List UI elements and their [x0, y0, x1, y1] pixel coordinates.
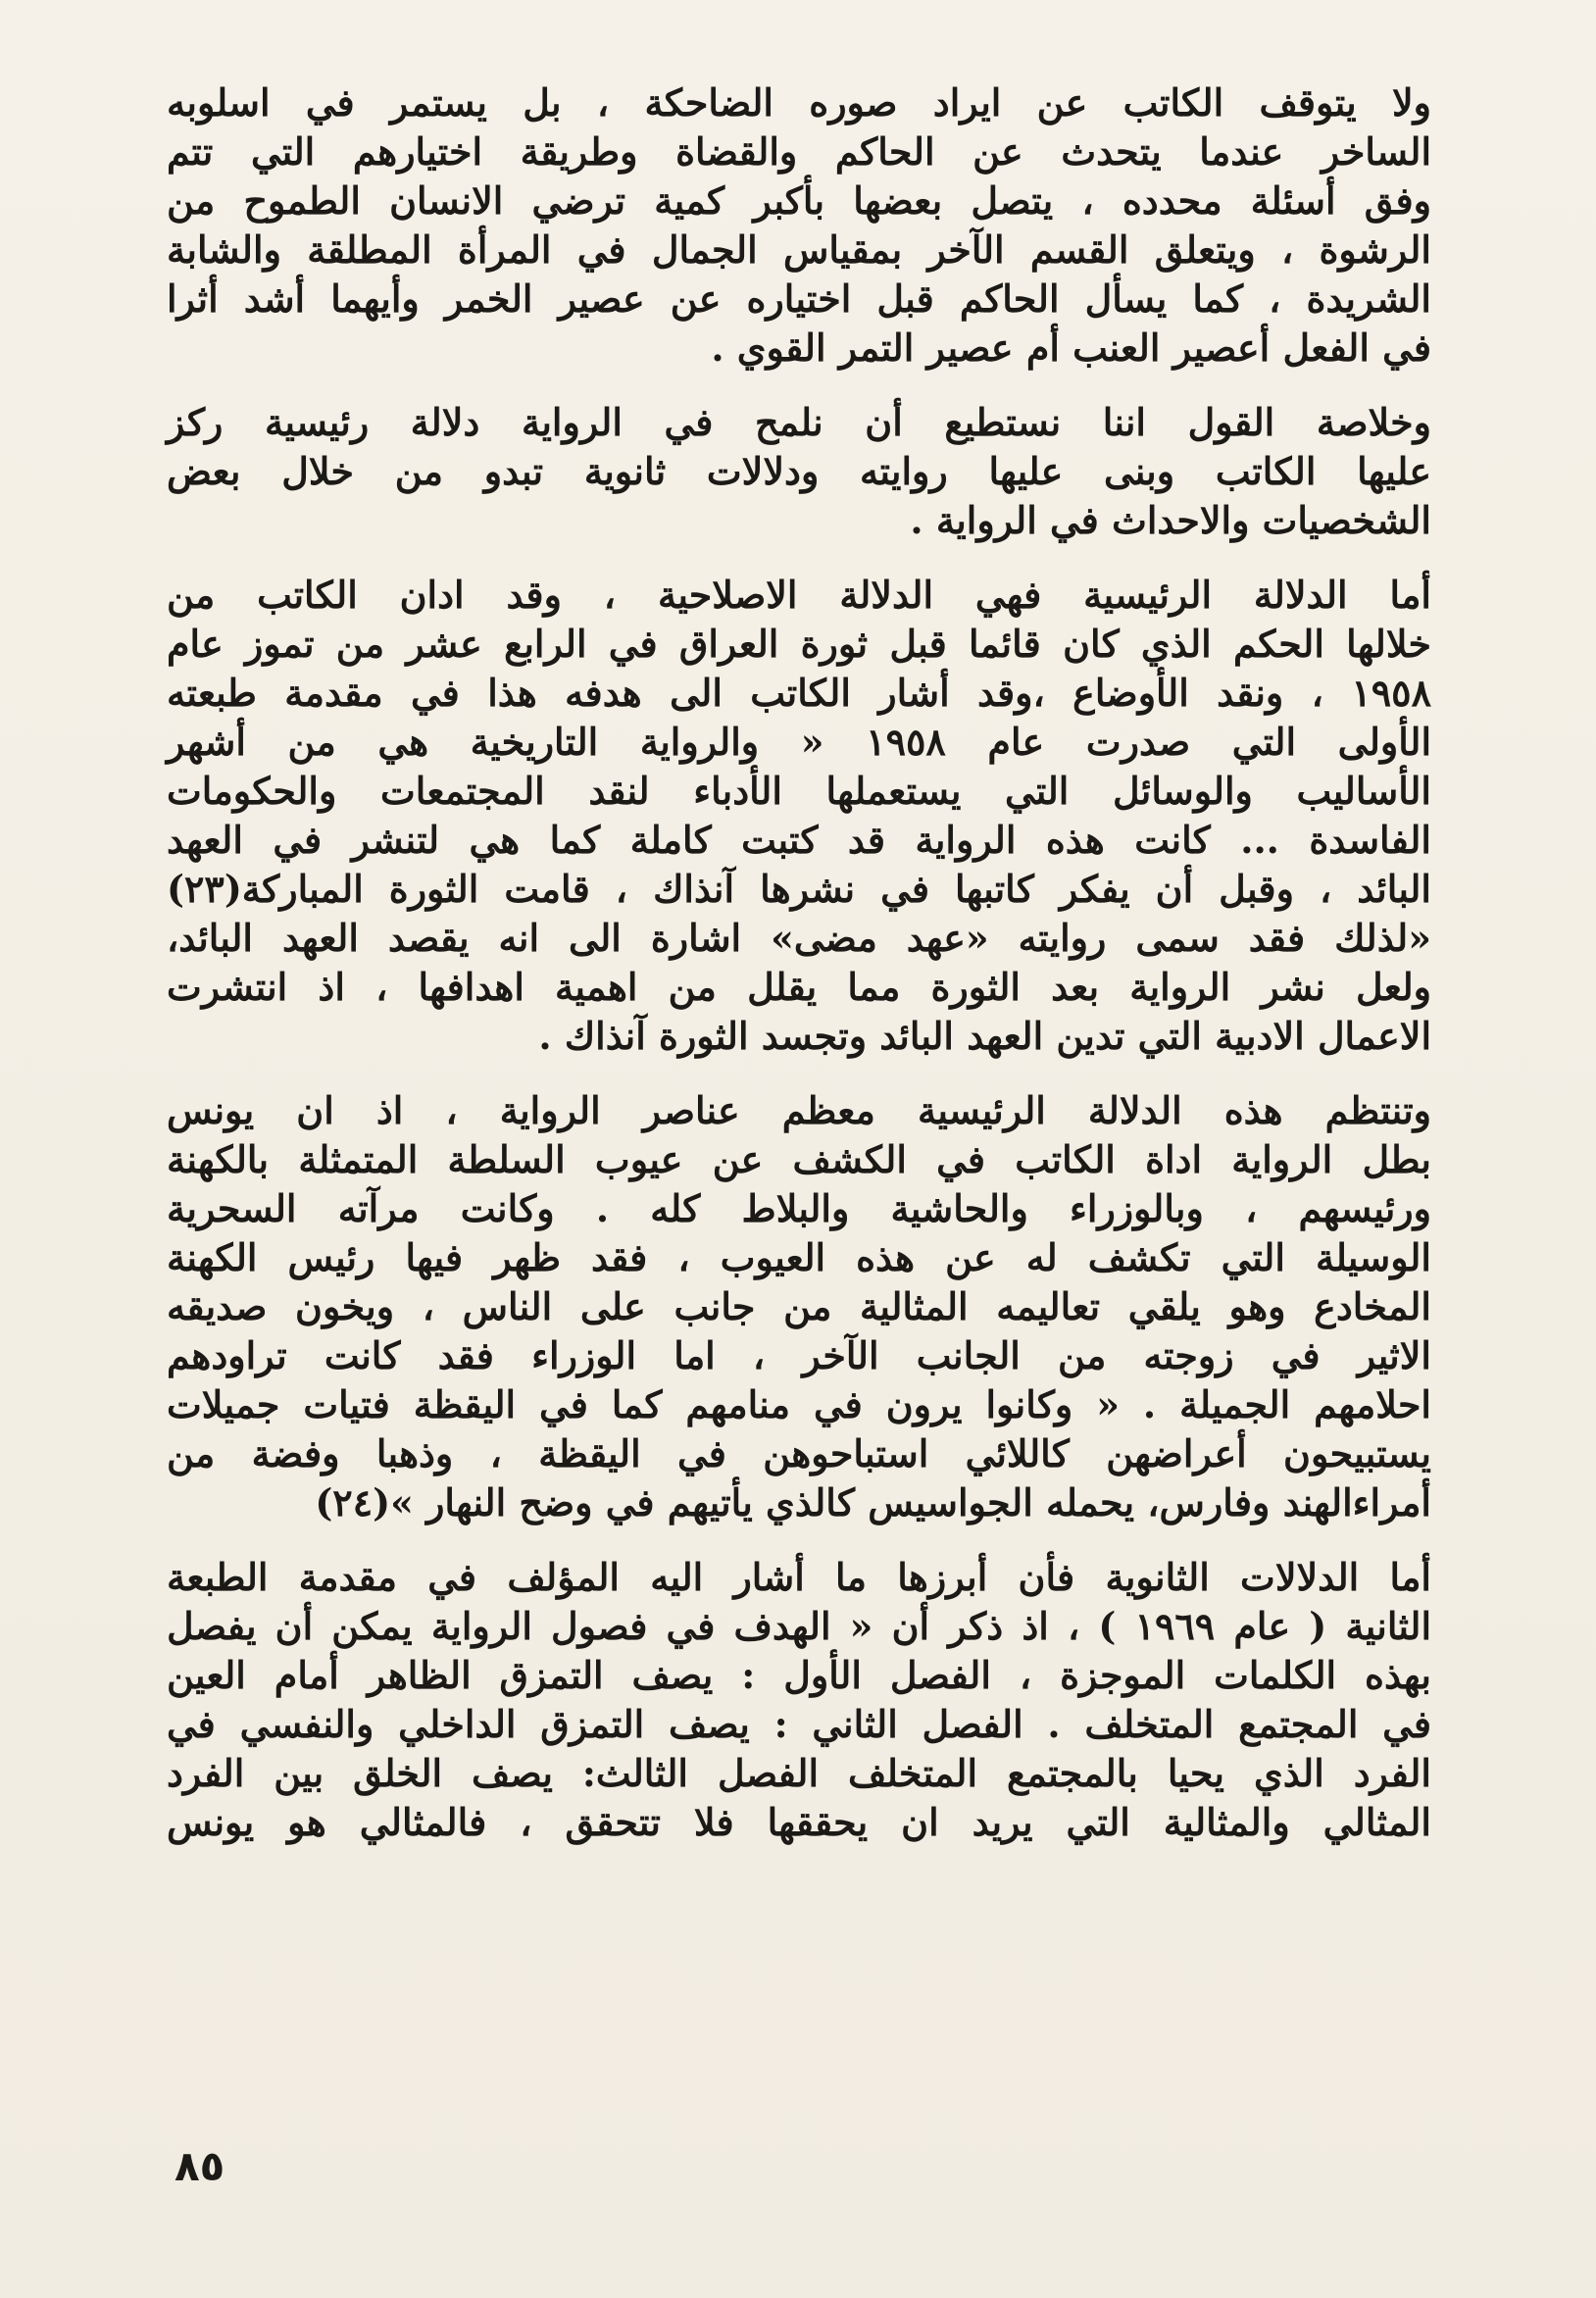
text-line: الاثير في زوجته من الجانب الآخر ، اما الوزراء فقد كانت تراودهم	[167, 1333, 1431, 1377]
text-line: ورئيسهم ، وبالوزراء والحاشية والبلاط كله . وكانت مرآته السحرية	[167, 1186, 1431, 1230]
text-line: أما الدلالة الرئيسية فهي الدلالة الاصلاحية ، وقد ادان الكاتب من	[167, 573, 1431, 617]
text-line: المخادع وهو يلقي تعاليمه المثالية من جانب على الناس ، ويخون صديقه	[167, 1284, 1431, 1328]
text-line: الوسيلة التي تكشف له عن هذه العيوب ، فقد ظهر فيها رئيس الكهنة	[167, 1235, 1431, 1279]
paragraph-1	[167, 78, 1431, 373]
paragraph-4	[167, 1086, 1431, 1527]
text-line: الأولى التي صدرت عام ١٩٥٨ « والرواية التاريخية هي من أشهر	[167, 720, 1431, 764]
text-line: بطل الرواية اداة الكاتب في الكشف عن عيوب السلطة المتمثلة بالكهنة	[167, 1137, 1431, 1181]
text-line: يستبيحون أعراضهن كاللائي استباحوهن في اليقظة ، وذهبا وفضة من	[167, 1431, 1431, 1475]
paragraph-2	[167, 398, 1431, 545]
text-line: أمراءالهند وفارس، يحمله الجواسيس كالذي يأتيهم في وضح النهار »(٢٤)	[315, 1480, 1431, 1524]
text-line: الفاسدة ... كانت هذه الرواية قد كتبت كاملة كما هي لتنشر في العهد	[167, 818, 1431, 862]
text-line: المثالي والمثالية التي يريد ان يحققها فلا تتحقق ، فالمثالي هو يونس	[167, 1800, 1431, 1844]
text-line: وفق أسئلة محدده ، يتصل بعضها بأكبر كمية ترضي الانسان الطموح من	[167, 178, 1431, 223]
text-line: ولا يتوقف الكاتب عن ايراد صوره الضاحكة ، بل يستمر في اسلوبه	[167, 80, 1431, 125]
page-number: ٨٥	[175, 2142, 225, 2190]
text-line: الأساليب والوسائل التي يستعملها الأدباء لنقد المجتمعات والحكومات	[167, 769, 1431, 813]
text-line: الشريدة ، كما يسأل الحاكم قبل اختياره عن عصير الخمر وأيهما أشد أثرا	[167, 276, 1431, 321]
paragraph-3	[167, 571, 1431, 1061]
text-line: الثانية ( عام ١٩٦٩ ) ، اذ ذكر أن « الهدف في فصول الرواية يمكن أن يفصل	[167, 1604, 1432, 1648]
text-line: احلامهم الجميلة . « وكانوا يرون في منامهم كما في اليقظة فتيات جميلات	[167, 1382, 1431, 1426]
text-line: في الفعل أعصير العنب أم عصير التمر القوي .	[711, 325, 1431, 370]
text-line: عليها الكاتب وبنى عليها روايته ودلالات ثانوية تبدو من خلال بعض	[167, 449, 1431, 493]
text-line: الاعمال الادبية التي تدين العهد البائد وتجسد الثورة آنذاك .	[538, 1014, 1431, 1058]
text-line: الرشوة ، ويتعلق القسم الآخر بمقياس الجمال في المرأة المطلقة والشابة	[167, 227, 1431, 272]
text-line: البائد ، وقبل أن يفكر كاتبها في نشرها آنذاك ، قامت الثورة المباركة(٢٣)	[167, 867, 1431, 911]
text-line: الساخر عندما يتحدث عن الحاكم والقضاة وطريقة اختيارهم التي تتم	[167, 129, 1431, 174]
text-line: وتنتظم هذه الدلالة الرئيسية معظم عناصر الرواية ، اذ ان يونس	[167, 1088, 1431, 1132]
text-line: الشخصيات والاحداث في الرواية .	[910, 498, 1431, 542]
text-line: خلالها الحكم الذي كان قائما قبل ثورة العراق في الرابع عشر من تموز عام	[167, 622, 1431, 666]
text-line: في المجتمع المتخلف . الفصل الثاني : يصف التمزق الداخلي والنفسي في	[167, 1702, 1431, 1746]
body-text	[167, 78, 1431, 1847]
text-line: الفرد الذي يحيا بالمجتمع المتخلف الفصل الثالث: يصف الخلق بين الفرد	[167, 1751, 1431, 1795]
text-line: ١٩٥٨ ، ونقد الأوضاع ،وقد أشار الكاتب الى هدفه هذا في مقدمة طبعته	[167, 671, 1431, 715]
text-line: بهذه الكلمات الموجزة ، الفصل الأول : يصف التمزق الظاهر أمام العين	[167, 1653, 1431, 1697]
paragraph-5	[167, 1553, 1431, 1847]
text-line: وخلاصة القول اننا نستطيع أن نلمح في الرواية دلالة رئيسية ركز	[167, 400, 1431, 444]
text-line: أما الدلالات الثانوية فأن أبرزها ما أشار اليه المؤلف في مقدمة الطبعة	[167, 1555, 1431, 1599]
text-line: ولعل نشر الرواية بعد الثورة مما يقلل من اهمية اهدافها ، اذ انتشرت	[167, 965, 1431, 1009]
text-line: «لذلك فقد سمى روايته «عهد مضى» اشارة الى انه يقصد العهد البائد،	[167, 916, 1431, 960]
